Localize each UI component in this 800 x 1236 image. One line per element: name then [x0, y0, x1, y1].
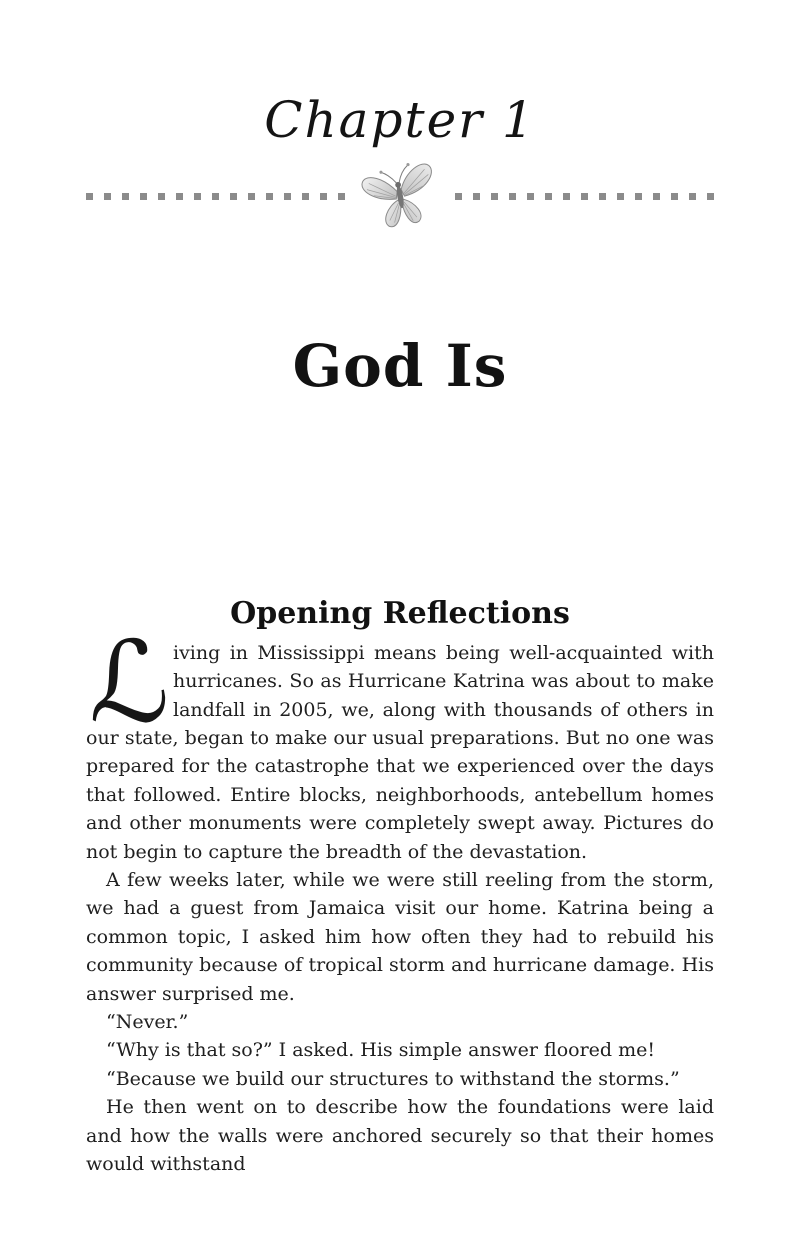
drop-cap — [86, 617, 173, 748]
drop-cap-letter: ℒ — [89, 617, 170, 748]
page-title: God Is — [292, 332, 508, 400]
section-heading: Opening Reflections — [230, 595, 570, 631]
page-content — [0, 88, 800, 1178]
paragraph: A few weeks later, while we were still reeling from the storm, we had a guest from Jamaica visit our home. Katrina being a common topic, I asked him how often they had to rebuild his community because of tropical storm and hurricane damage. His answer surprised me. — [86, 868, 714, 1005]
paragraph-list — [86, 866, 714, 1178]
butterfly-icon — [357, 156, 443, 232]
paragraph: “Why is that so?” I asked. His simple answer floored me! — [106, 1039, 655, 1062]
body-text — [86, 617, 714, 1179]
opening-paragraph-text: iving in Mississippi means being well-acquainted with hurricanes. So as Hurricane Katrina was about to make landfall in 2005, we, along with thousands of others in our state, began to make our usual preparations. But no one was prepared for the catastrophe that we experienced over the days that followed. Entire blocks, neighborhoods, antebellum homes and other monuments were completely swept away. Pictures do not begin to capture the breadth of the devastation. — [86, 641, 714, 863]
dotted-line-right — [449, 193, 714, 200]
paragraph: “Because we build our structures to withstand the storms.” — [106, 1067, 680, 1090]
opening-paragraph — [86, 617, 714, 866]
chapter-heading: Chapter 1 — [264, 91, 536, 149]
chapter-divider — [86, 157, 714, 235]
paragraph: “Never.” — [106, 1010, 189, 1033]
dotted-line-left — [86, 193, 351, 200]
paragraph: He then went on to describe how the foundations were laid and how the walls were anchored securely so that their homes would withstand — [86, 1096, 714, 1175]
